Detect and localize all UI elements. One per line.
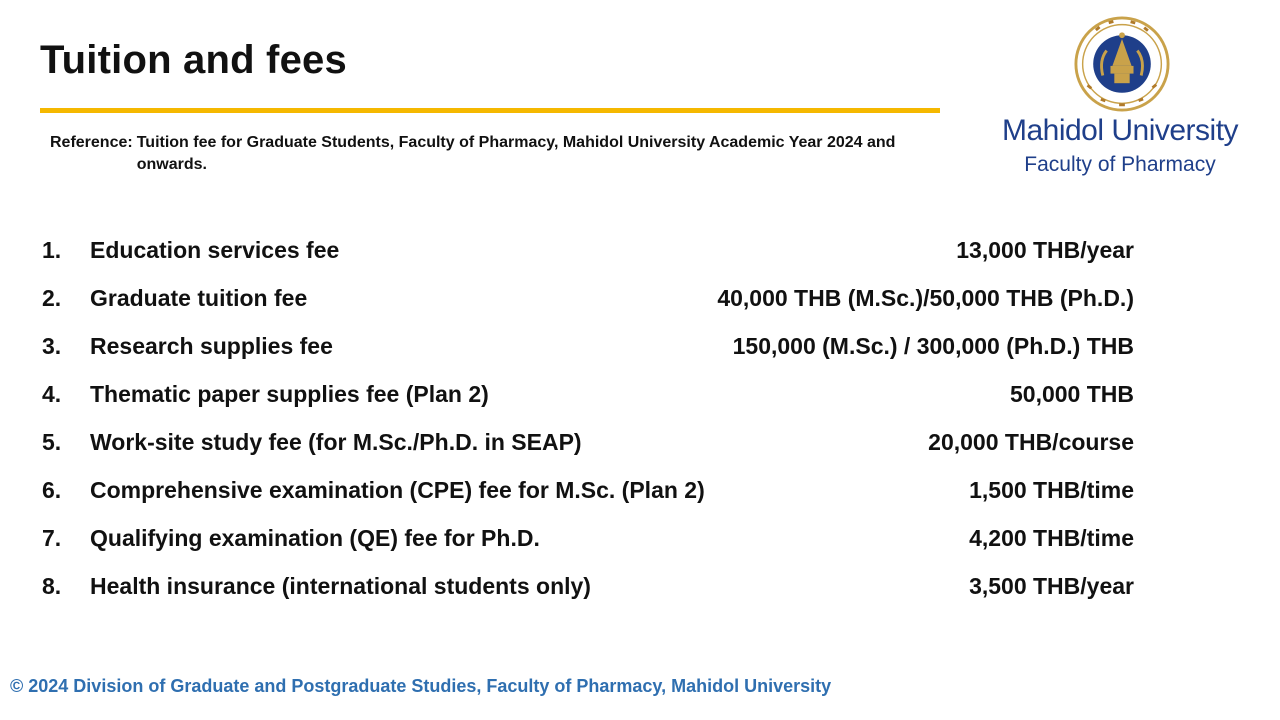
fee-row xyxy=(42,418,1134,466)
fee-name: Research supplies fee xyxy=(90,332,333,359)
university-logo xyxy=(980,12,1260,182)
fee-amount: 13,000 THB/year xyxy=(956,236,1134,263)
fee-amount: 50,000 THB xyxy=(1009,380,1134,407)
fee-row xyxy=(42,226,1134,274)
fee-amount: 150,000 (M.Sc.) / 300,000 (Ph.D.) THB xyxy=(732,332,1134,359)
reference-note xyxy=(50,132,920,176)
fee-list xyxy=(42,226,1134,610)
fee-row xyxy=(42,274,1134,322)
fee-row xyxy=(42,370,1134,418)
university-name: Mahidol University xyxy=(1001,114,1239,147)
fee-number: 6. xyxy=(42,476,62,503)
fee-number: 7. xyxy=(42,524,62,551)
fee-row xyxy=(42,466,1134,514)
fee-amount: 1,500 THB/time xyxy=(969,476,1134,503)
fee-number: 8. xyxy=(42,572,62,599)
fee-name: Work-site study fee (for M.Sc./Ph.D. in SEAP) xyxy=(90,428,582,455)
fee-name: Comprehensive examination (CPE) fee for M.Sc. (Plan 2) xyxy=(90,476,705,503)
fee-amount: 40,000 THB (M.Sc.)/50,000 THB (Ph.D.) xyxy=(717,284,1134,311)
reference-text: Tuition fee for Graduate Students, Faculty of Pharmacy, Mahidol University Academic Year 2024 and onwards. xyxy=(136,134,896,173)
fee-name: Thematic paper supplies fee (Plan 2) xyxy=(90,380,489,407)
fee-amount: 3,500 THB/year xyxy=(969,572,1134,599)
fee-number: 1. xyxy=(42,236,62,263)
fee-name: Health insurance (international students only) xyxy=(90,572,591,599)
fee-row xyxy=(42,514,1134,562)
fee-row xyxy=(42,322,1134,370)
fee-number: 2. xyxy=(42,284,62,311)
fee-name: Qualifying examination (QE) fee for Ph.D. xyxy=(90,524,540,551)
fee-row xyxy=(42,562,1134,610)
fee-name: Graduate tuition fee xyxy=(90,284,308,311)
title-underline xyxy=(40,108,940,113)
faculty-name: Faculty of Pharmacy xyxy=(1024,153,1216,176)
fee-number: 3. xyxy=(42,332,62,359)
fee-number: 5. xyxy=(42,428,62,455)
fee-amount: 4,200 THB/time xyxy=(969,524,1134,551)
university-seal-icon xyxy=(1074,16,1170,112)
reference-label: Reference: xyxy=(50,134,133,151)
copyright-footer: © 2024 Division of Graduate and Postgraduate Studies, Faculty of Pharmacy, Mahidol University xyxy=(10,676,832,696)
page-title: Tuition and fees xyxy=(40,38,347,82)
fee-name: Education services fee xyxy=(90,236,340,263)
fee-amount: 20,000 THB/course xyxy=(928,428,1134,455)
fee-number: 4. xyxy=(42,380,62,407)
